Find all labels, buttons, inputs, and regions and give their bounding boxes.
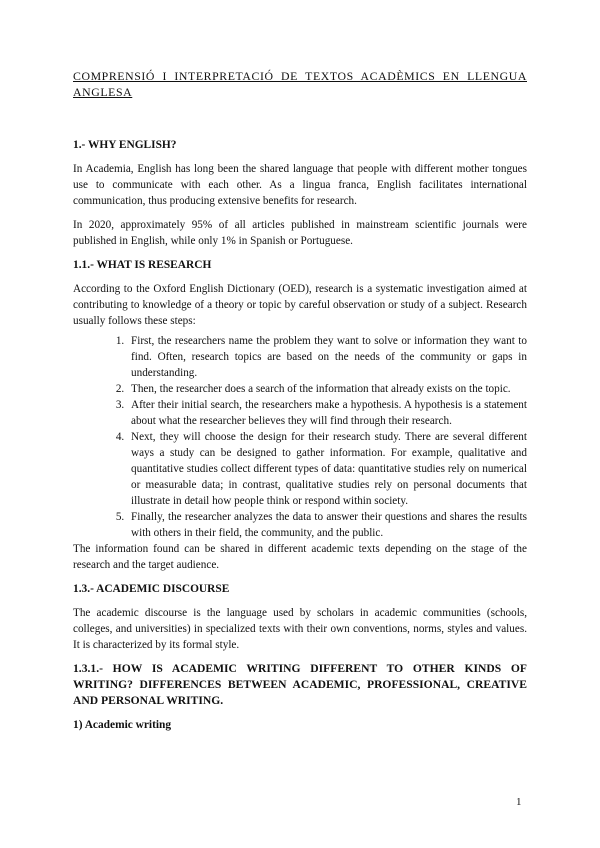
paragraph: According to the Oxford English Dictionary (OED), research is a systematic investigation aimed at contributing to knowledge of a theory or topic by careful observation or study of a subject. Research usually follows these steps: — [73, 283, 527, 327]
section-heading-why-english: 1.- WHY ENGLISH? — [73, 139, 177, 151]
list-item: 1. First, the researchers name the problem they want to solve or information they want to find. Often, research topics are based on the needs of the community or gaps in understanding. — [127, 333, 527, 381]
document-title: COMPRENSIÓ I INTERPRETACIÓ DE TEXTOS ACADÈMICS EN LLENGUA ANGLESA — [73, 69, 527, 99]
section-heading-what-is-research: 1.1.- WHAT IS RESEARCH — [73, 259, 212, 271]
research-steps-list — [73, 333, 527, 541]
paragraph: The academic discourse is the language used by scholars in academic communities (schools, colleges, and universities) in specialized texts with their own conventions, norms, styles and values. It is characterized by its formal style. — [73, 607, 527, 651]
document-page — [73, 68, 527, 733]
section-heading-writing-differences: 1.3.1.- HOW IS ACADEMIC WRITING DIFFERENT TO OTHER KINDS OF WRITING? DIFFERENCES BETWEEN ACADEMIC, PROFESSIONAL, CREATIVE AND PERSONAL WRITING. — [73, 662, 527, 707]
page-number: 1 — [516, 796, 522, 808]
subheading-academic-writing: 1) Academic writing — [73, 719, 172, 731]
paragraph: The information found can be shared in different academic texts depending on the stage of the research and the target audience. — [73, 543, 527, 571]
list-item: 2. Then, the researcher does a search of the information that already exists on the topic. — [127, 381, 527, 397]
paragraph: In 2020, approximately 95% of all articles published in mainstream scientific journals were published in English, while only 1% in Spanish or Portuguese. — [73, 219, 527, 247]
paragraph: In Academia, English has long been the shared language that people with different mother tongues use to communicate with each other. As a lingua franca, English facilitates international communication, thus producing extensive benefits for research. — [73, 163, 527, 207]
list-item: 4. Next, they will choose the design for their research study. There are several different ways a study can be designed to gather information. For example, qualitative and quantitative studies collect different types of data: quantitative studies rely on numerical or measurable data; in contrast, qualitative studies rely on personal documents that illustrate in detail how people think or respond within society. — [127, 429, 527, 509]
list-item: 5. Finally, the researcher analyzes the data to answer their questions and shares the results with others in their field, the community, and the public. — [127, 509, 527, 541]
section-heading-academic-discourse: 1.3.- ACADEMIC DISCOURSE — [73, 583, 230, 595]
list-item: 3. After their initial search, the researchers make a hypothesis. A hypothesis is a statement about what the researcher believes they will find through their research. — [127, 397, 527, 429]
